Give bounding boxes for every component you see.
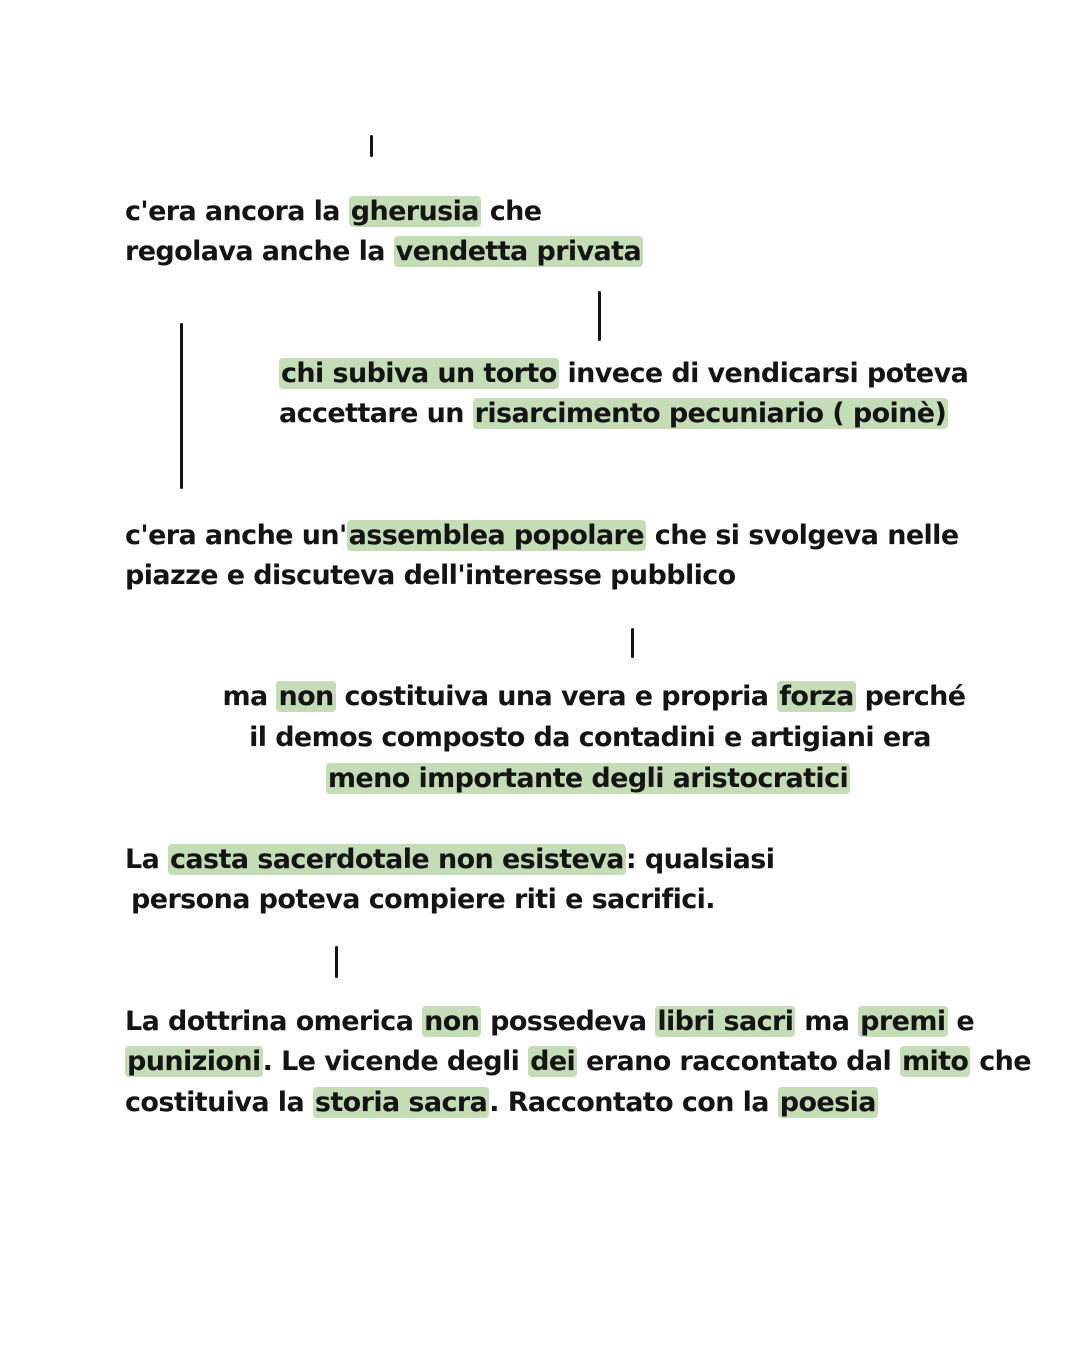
note-casta-line-2: [131, 880, 715, 920]
text: . Le vicende degli: [262, 1046, 529, 1077]
highlight: mito: [901, 1046, 969, 1077]
highlight: forza: [779, 681, 854, 712]
text: . Raccontato con la: [489, 1087, 778, 1118]
highlight: vendetta privata: [395, 236, 642, 267]
highlight: non: [424, 1006, 480, 1037]
text: ma: [222, 681, 277, 712]
text: persona poteva compiere riti e sacrifici.: [131, 884, 715, 915]
text: che: [480, 196, 542, 227]
highlight: libri sacri: [657, 1006, 794, 1037]
text: c'era ancora la: [125, 196, 349, 227]
highlight: chi subiva un torto: [281, 358, 557, 389]
text: La: [125, 844, 169, 875]
highlight: dei: [530, 1046, 576, 1077]
note-assemblea-line-2: [125, 556, 736, 596]
highlight: non: [278, 681, 334, 712]
text: ma: [795, 1006, 859, 1037]
connector-line: [370, 135, 373, 157]
text: accettare un: [279, 398, 473, 429]
highlight: storia sacra: [314, 1087, 488, 1118]
note-demos-line-2: [0, 718, 1080, 758]
note-gherusia-line-2: [125, 232, 643, 272]
note-demos-line-1: [0, 677, 1080, 717]
text: il demos composto da contadini e artigiani era: [249, 722, 931, 753]
text: piazze e discuteva dell'interesse pubblico: [125, 560, 736, 591]
highlight: poesia: [779, 1087, 876, 1118]
text: e: [947, 1006, 975, 1037]
highlight: assemblea popolare: [348, 520, 644, 551]
note-assemblea-line-1: [125, 516, 959, 556]
highlight: casta sacerdotale non esisteva: [170, 844, 624, 875]
connector-line: [631, 628, 634, 658]
highlight: gherusia: [350, 196, 479, 227]
text: La dottrina omerica: [125, 1006, 423, 1037]
connector-line: [598, 291, 601, 341]
highlight: meno importante degli aristocratici: [327, 763, 849, 794]
note-torto-line-1: [279, 354, 968, 394]
note-casta-line-1: [125, 840, 774, 880]
text: costituiva la: [125, 1087, 313, 1118]
text: costituiva una vera e propria: [335, 681, 778, 712]
bracket-line: [180, 323, 183, 489]
highlight: risarcimento pecuniario ( poinè): [474, 398, 947, 429]
text: : qualsiasi: [625, 844, 775, 875]
note-demos-line-3: [0, 759, 1080, 799]
text: invece di vendicarsi poteva: [558, 358, 969, 389]
note-dottrina-line-3: [125, 1083, 878, 1123]
highlight: premi: [860, 1006, 946, 1037]
connector-line: [335, 946, 338, 978]
text: c'era anche un': [125, 520, 347, 551]
text: erano raccontato dal: [577, 1046, 900, 1077]
note-dottrina-line-2: [125, 1042, 1031, 1082]
highlight: punizioni: [127, 1046, 261, 1077]
note-gherusia-line-1: [125, 192, 541, 232]
text: che: [970, 1046, 1031, 1077]
text: perché: [855, 681, 966, 712]
text: regolava anche la: [125, 236, 394, 267]
text: che si svolgeva nelle: [646, 520, 959, 551]
note-torto-line-2: [279, 394, 948, 434]
note-dottrina-line-1: [125, 1002, 974, 1042]
text: possedeva: [481, 1006, 656, 1037]
